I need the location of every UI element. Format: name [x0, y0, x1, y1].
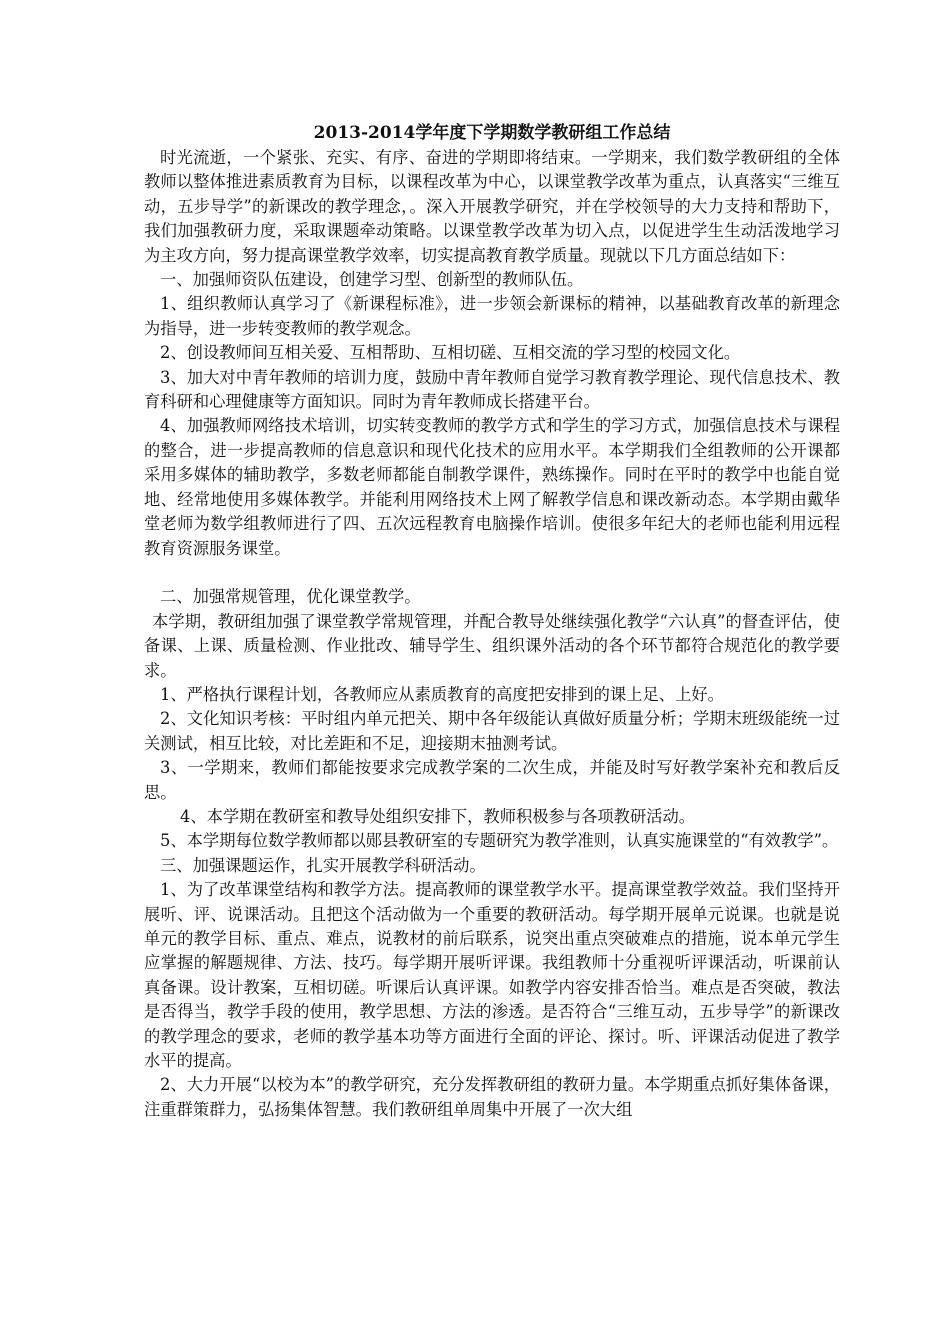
section1-item-2: 2、创设教师间互相关爱、互相帮助、互相切磋、互相交流的学习型的校园文化。 [160, 343, 741, 363]
section3-item-1: 1、为了改革课堂结构和教学方法。提高教师的课堂教学水平。提高课堂教学效益。我们坚持开展听、评、说课活动。且把这个活动做为一个重要的教研活动。每学期开展单元说课。也就是说单元的教学目标、重点、难点，说教材的前后联系，说突出重点突破难点的措施，说本单元学生应掌握的解题规律、方法、技巧。每学期开展听评课。我组教师十分重视听评课活动，听课前认真备课。设计教案，互相切磋。听课后认真评课。如教学内容安排否恰当。难点是否突破，教法是否得当，教学手段的使用，教学思想、方法的渗透。是否符合“三维互动，五步导学”的新课改的教学理念的要求，老师的教学基本功等方面进行全面的评论、探讨。听、评课活动促进了教学水平的提高。 [144, 880, 840, 1071]
section2-item-4: 4、本学期在教研室和教导处组织安排下，教师积极参与各项教研活动。 [180, 806, 696, 826]
document-title: 2013-2014学年度下学期数学教研组工作总结 [313, 123, 671, 143]
document-page [144, 120, 840, 1122]
section2-intro: 本学期，教研组加强了课堂教学常规管理，并配合教导处继续强化教学“六认真”的督查评估，使备课、上课、质量检测、作业批改、辅导学生、组织课外活动的各个环节都符合规范化的教学要求。 [144, 611, 840, 680]
section2-item-2: 2、文化知识考核：平时组内单元把关、期中各年级能认真做好质量分析；学期末班级能统一过关测试，相互比较，对比差距和不足，迎接期末抽测考试。 [144, 709, 840, 753]
section1-item-4: 4、加强教师网络技术培训，切实转变教师的教学方式和学生的学习方式，加强信息技术与课程的整合，进一步提高教师的信息意识和现代化技术的应用水平。本学期我们全组教师的公开课都采用多媒体的辅助教学，多数老师都能自制教学课件，熟练操作。同时在平时的教学中也能自觉地、经常地使用多媒体教学。并能利用网络技术上网了解教学信息和课改新动态。本学期由戴华堂老师为数学组教师进行了四、五次远程教育电脑操作培训。使很多年纪大的老师也能利用远程教育资源服务课堂。 [144, 416, 840, 558]
blank-line [144, 561, 840, 585]
intro-paragraph: 时光流逝，一个紧张、充实、有序、奋进的学期即将结束。一学期来，我们数学教研组的全体教师以整体推进素质教育为目标，以课程改革为中心，以课堂教学改革为重点，认真落实“三维互动，五步导学”的新课改的教学理念，。深入开展教学研究，并在学校领导的大力支持和帮助下，我们加强教研力度，采取课题牵动策略。以课堂教学改革为切入点，以促进学生生动活泼地学习为主攻方向，努力提高课堂教学效率，切实提高教育教学质量。现就以下几方面总结如下： [144, 148, 840, 265]
section2-item-1: 1、严格执行课程计划，各教师应从素质教育的高度把安排到的课上足、上好。 [160, 684, 724, 704]
section1-item-1: 1、组织教师认真学习了《新课程标准》，进一步领会新课标的精神，以基础教育改革的新理念为指导，进一步转变教师的教学观念。 [144, 294, 840, 338]
section-heading-1: 一、加强师资队伍建设，创建学习型、创新型的教师队伍。 [160, 270, 584, 290]
section1-item-3: 3、加大对中青年教师的培训力度，鼓励中青年教师自觉学习教育教学理论、现代信息技术、教育科研和心理健康等方面知识。同时为青年教师成长搭建平台。 [144, 367, 840, 412]
section2-item-5: 5、本学期每位数学教师都以郧县教研室的专题研究为教学准则，认真实施课堂的“有效教学”。 [160, 831, 839, 851]
section-heading-3: 三、加强课题运作，扎实开展教学科研活动。 [160, 855, 486, 875]
section2-item-3: 3、一学期来，教师们都能按要求完成教学案的二次生成，并能及时写好教学案补充和教后反思。 [144, 758, 840, 802]
section-heading-2: 二、加强常规管理，优化课堂教学。 [160, 587, 421, 607]
section3-item-2: 2、大力开展“以校为本”的教学研究，充分发挥教研组的教研力量。本学期重点抓好集体备课，注重群策群力，弘扬集体智慧。我们教研组单周集中开展了一次大组 [144, 1075, 840, 1119]
